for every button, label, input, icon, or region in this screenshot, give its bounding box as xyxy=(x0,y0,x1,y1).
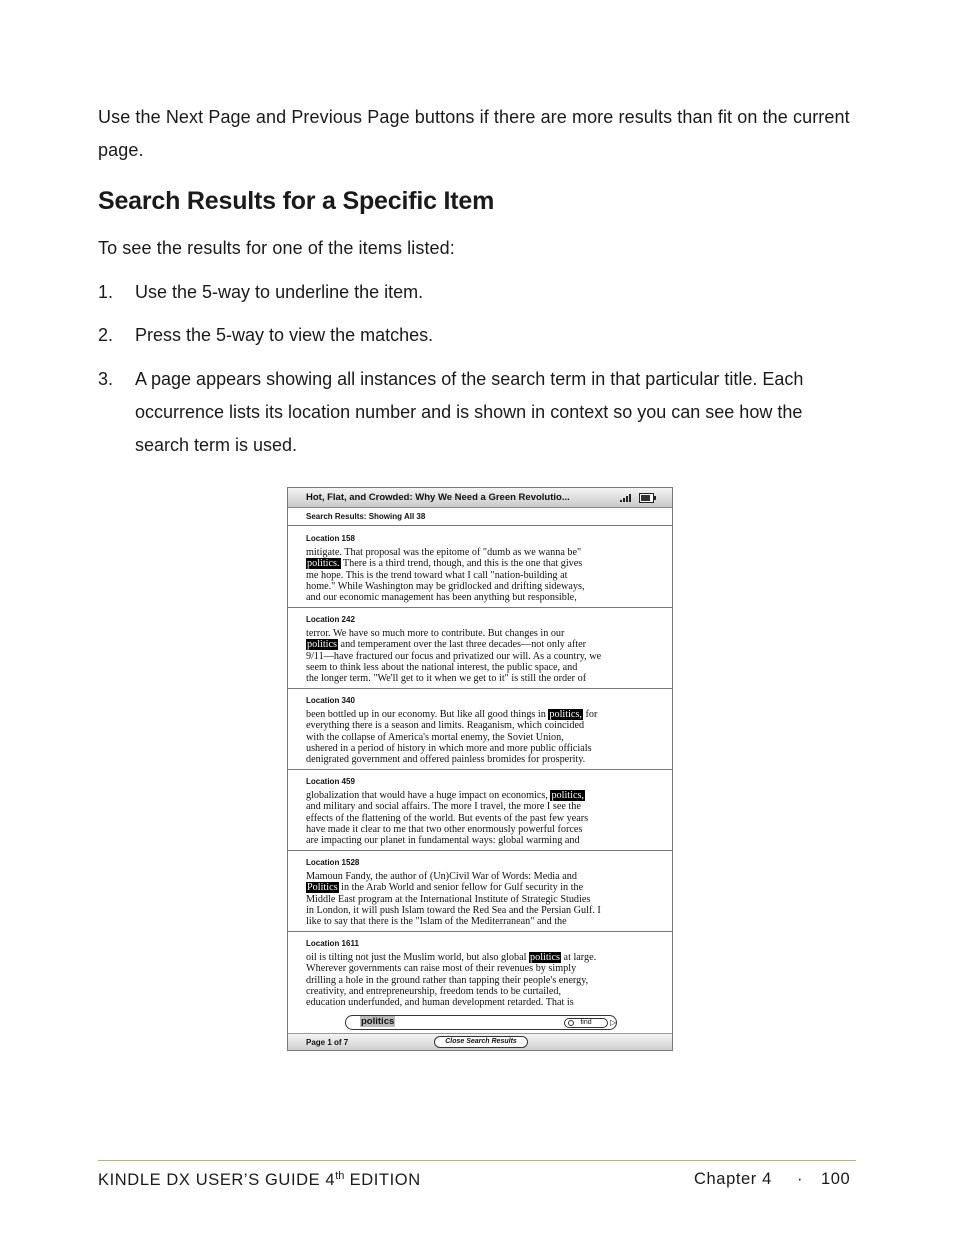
step-number: 2. xyxy=(98,325,114,345)
page-indicator: Page 1 of 7 xyxy=(306,1038,349,1047)
section-heading: Search Results for a Specific Item xyxy=(98,187,495,215)
search-results-header xyxy=(288,508,672,526)
step-number: 1. xyxy=(98,282,114,302)
results-count: Search Results: Showing All 38 xyxy=(306,512,426,521)
result-snippet: oil is tilting not just the Muslim world, but also global politics at large. Wherever governments can raise most of their revenues by simply drilling a hole in the ground rather than tapping their people's energy, creativity, and entrepreneurship, freedom tends to be curtailed, education underfunded, and human development retarded. That is xyxy=(306,952,597,1009)
search-input[interactable] xyxy=(345,1015,617,1030)
result-snippet: been bottled up in our economy. But like all good things in politics, for everything there is a season and limits. Reaganism, which coincided with the collapse of America's mortal enemy, the Soviet Union, ushered in a period of history in which more and more public officials denigrated government and offered painless bromides for prosperity. xyxy=(306,709,598,766)
footer-divider xyxy=(98,1160,856,1161)
match-highlight: politics. xyxy=(307,558,340,570)
search-result[interactable] xyxy=(288,607,672,689)
chapter-label: Chapter 4 xyxy=(694,1170,772,1188)
kindle-footer xyxy=(288,1034,672,1050)
step-number: 3. xyxy=(98,369,114,389)
battery-icon xyxy=(639,493,654,503)
find-button[interactable] xyxy=(564,1018,608,1028)
result-location: Location 1611 xyxy=(306,939,359,948)
result-snippet: terror. We have so much more to contribute. But changes in our politics and temperament over the last three decades—not only after 9/11—have fractured our focus and privatized our will. As a country, we seem to think less about the national interest, the public space, and the longer term. "We'll get to it when we get to it" is still the order of xyxy=(306,628,602,685)
signal-bars-icon xyxy=(620,493,634,502)
footer-separator: · xyxy=(797,1170,804,1188)
intro-paragraph: Use the Next Page and Previous Page buttons if there are more results than fit on the current page. xyxy=(98,107,850,160)
kindle-title-bar xyxy=(288,488,672,508)
find-label: find xyxy=(580,1019,592,1026)
step-text: A page appears showing all instances of the search term in that particular title. Each occurrence lists its location number and is shown in context so you can see how the search term is used. xyxy=(135,369,804,455)
result-snippet: mitigate. That proposal was the epitome of "dumb as we wanna be" politics. There is a third trend, though, and this is the one that gives me hope. This is the trend toward what I call "nation-building at home." While Washington may be gridlocked and drifting sideways, and our economic management has been anything but responsible, xyxy=(306,547,585,604)
result-location: Location 242 xyxy=(306,615,355,624)
result-location: Location 340 xyxy=(306,696,355,705)
step-text: Use the 5-way to underline the item. xyxy=(135,282,424,302)
page-number: 100 xyxy=(821,1170,851,1188)
search-query: politics xyxy=(361,1016,395,1027)
kindle-screenshot xyxy=(287,487,673,1051)
book-title: Hot, Flat, and Crowded: Why We Need a Green Revolutio... xyxy=(306,492,570,503)
result-snippet: globalization that would have a huge impact on economics, politics, and military and social affairs. The more I travel, the more I see the effects of the flattening of the world. But events of the past few years have made it clear to me that two other enormously powerful forces are impacting our planet in fundamental ways: global warming and xyxy=(306,790,589,847)
search-result[interactable] xyxy=(288,769,672,851)
result-location: Location 459 xyxy=(306,777,355,786)
match-highlight: politics, xyxy=(549,709,582,720)
guide-title: KINDLE DX USER’S GUIDE 4th EDITION xyxy=(98,1170,421,1189)
search-result[interactable] xyxy=(288,931,672,1013)
step-text: Press the 5-way to view the matches. xyxy=(135,325,434,345)
search-result[interactable] xyxy=(288,526,672,608)
match-highlight: politics xyxy=(530,952,560,963)
magnifier-icon xyxy=(568,1020,574,1026)
lead-paragraph: To see the results for one of the items listed: xyxy=(98,238,455,258)
match-highlight: politics xyxy=(307,639,337,651)
result-snippet: Mamoun Fandy, the author of (Un)Civil War of Words: Media and Politics in the Arab World and senior fellow for Gulf security in the Middle East program at the International Institute of Strategic Studies in London, it will push Islam toward the Red Sea and the Persian Gulf. I like to say that there is the "Islam of the Mediterranean" and the xyxy=(306,871,601,928)
match-highlight: Politics xyxy=(307,882,338,894)
search-bar xyxy=(288,1012,672,1034)
search-result[interactable] xyxy=(288,688,672,770)
result-location: Location 1528 xyxy=(306,858,360,867)
search-result[interactable] xyxy=(288,850,672,932)
close-search-results-button[interactable]: Close Search Results xyxy=(434,1036,528,1048)
result-location: Location 158 xyxy=(306,534,355,543)
right-arrow-icon[interactable]: ▷ xyxy=(610,1018,617,1027)
match-highlight: politics, xyxy=(551,790,584,801)
